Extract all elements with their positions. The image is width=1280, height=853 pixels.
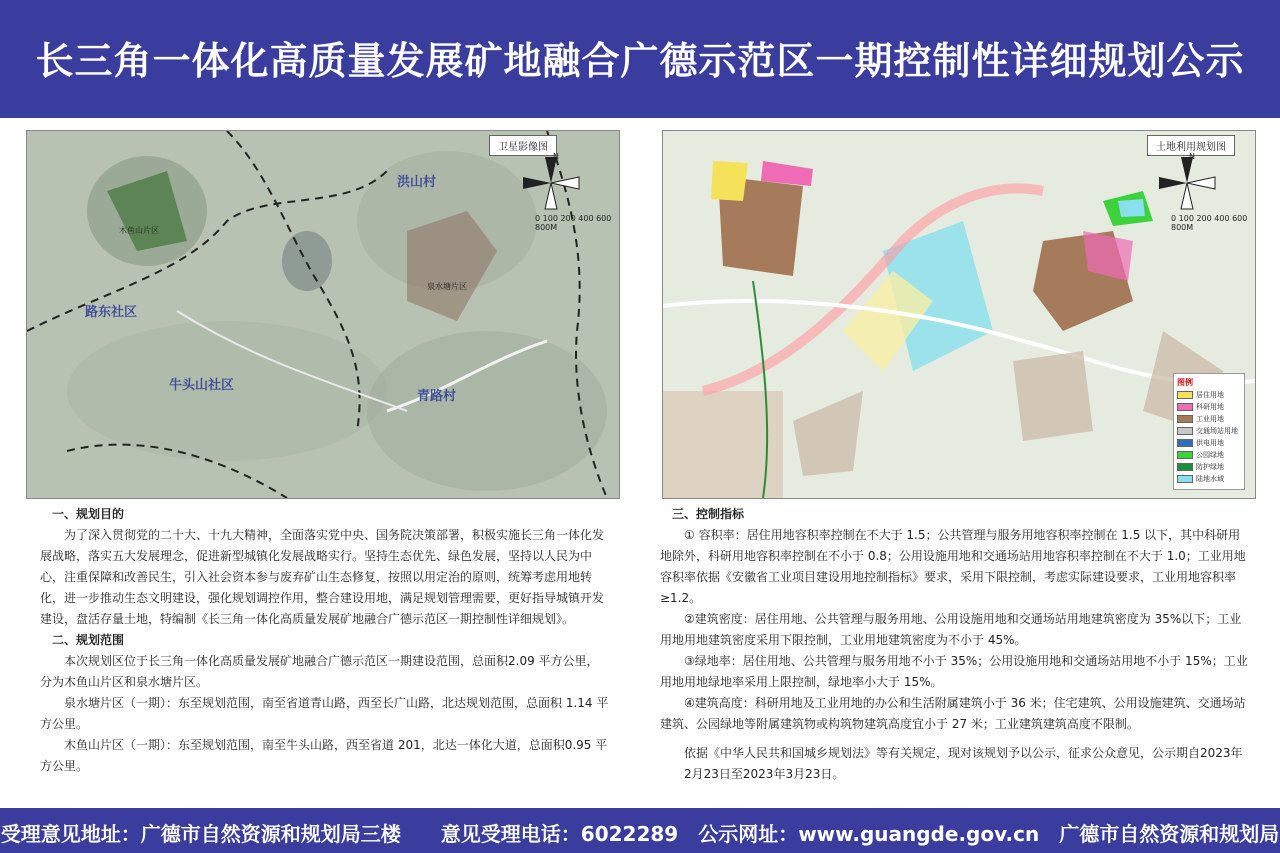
legend-item	[1177, 474, 1241, 484]
scale-bar: 0 100 200 400 600 800M	[535, 214, 612, 232]
section-scope-title: 二、规划范围	[52, 633, 125, 647]
section-purpose-title: 一、规划目的	[52, 507, 125, 521]
label-qinglu-village: 青路村	[417, 389, 457, 404]
control-green-ratio: ③绿地率：居住用地、公共管理与服务用地不小于 35%；公用设施用地和交通场站用地不小于 15%；工业用地用地绿地率采用上限控制，绿地率小大于 15%。	[660, 654, 1248, 689]
page-header	[0, 0, 1280, 118]
page-footer	[0, 808, 1280, 853]
legend-item	[1177, 426, 1241, 436]
svg-text:N: N	[1189, 153, 1195, 161]
section-scope-p2: 泉水塘片区（一期）：东至规划范围，南至省道青山路，西至长广山路，北达规划范围，总面积 1.14 平方公里。	[40, 696, 609, 731]
label-hongshan-village: 洪山村	[397, 175, 437, 190]
legend-label: 公园绿地	[1196, 451, 1224, 459]
legend-item	[1177, 450, 1241, 460]
legend-item	[1177, 414, 1241, 424]
legend-item	[1177, 462, 1241, 472]
legend-item	[1177, 438, 1241, 448]
north-arrow-icon	[1149, 153, 1239, 213]
map-legend	[1173, 373, 1245, 490]
svg-text:N: N	[553, 153, 559, 161]
label-muyushan-area: 木鱼山片区	[119, 226, 159, 235]
section-controls-title: 三、控制指标	[672, 507, 745, 521]
legend-swatch	[1177, 439, 1193, 447]
legend-item	[1177, 402, 1241, 412]
legend-swatch	[1177, 451, 1193, 459]
map-title-land-use: 土地利用规划图	[1147, 135, 1235, 156]
publicity-notice: 依据《中华人民共和国城乡规划法》等有关规定，现对该规划予以公示，征求公众意见，公示期自2023年2月23日至2023年3月23日。	[684, 746, 1243, 781]
legend-swatch	[1177, 427, 1193, 435]
right-panel	[640, 118, 1280, 808]
legend-label: 防护绿地	[1196, 463, 1224, 471]
legend-label: 科研用地	[1196, 403, 1224, 411]
legend-swatch	[1177, 463, 1193, 471]
control-height: ④建筑高度：科研用地及工业用地的办公和生活附属建筑小于 36 米；住宅建筑、公用设施建筑、交通场站建筑、公园绿地等附属建筑物或构筑物建筑高度宜小于 27 米；工业建筑建筑高度不限制。	[660, 696, 1246, 731]
legend-item	[1177, 390, 1241, 400]
legend-label: 居住用地	[1196, 391, 1224, 399]
control-density: ②建筑密度：居住用地、公共管理与服务用地、公用设施用地和交通场站用地建筑密度为 35%以下；工业用地用地建筑密度采用下限控制，工业用地建筑密度为不小于 45%。	[660, 612, 1242, 647]
legend-label: 交通场站用地	[1196, 427, 1238, 435]
control-far: ① 容积率：居住用地容积率控制在不大于 1.5；公共管理与服务用地容积率控制在 1.5 以下，其中科研用地除外，科研用地容积率控制在不小于 0.8；公用设施用地和交通场站用地容积率控制在不大于 1.0；工业用地容积率依据《安徽省工业项目建设用地控制指标》要求，采用下限控制，考虑实际建设要求，工业用地容积率≥1.2。	[660, 528, 1246, 605]
legend-swatch	[1177, 391, 1193, 399]
land-use-map	[662, 130, 1256, 499]
section-scope-p3: 木鱼山片区（一期）：东至规划范围，南至牛头山路，西至省道 201，北达一体化大道，总面积0.95 平方公里。	[40, 738, 608, 773]
legend-label: 工业用地	[1196, 415, 1224, 423]
legend-label: 陆地水域	[1196, 475, 1224, 483]
legend-swatch	[1177, 403, 1193, 411]
satellite-map	[26, 130, 620, 499]
legend-title: 图例	[1177, 378, 1193, 387]
map-title-satellite: 卫星影像图	[489, 135, 557, 156]
label-quanshuitang-area: 泉水塘片区	[427, 282, 467, 291]
section-scope-p1: 本次规划区位于长三角一体化高质量发展矿地融合广德示范区一期建设范围，总面积2.09 平方公里，分为木鱼山片区和泉水塘片区。	[40, 654, 599, 689]
right-text-block	[660, 504, 1250, 785]
label-ludong-community: 路东社区	[85, 305, 138, 320]
legend-swatch	[1177, 415, 1193, 423]
north-arrow-icon	[513, 153, 603, 213]
section-purpose-body: 为了深入贯彻党的二十大、十九大精神，全面落实党中央、国务院决策部署，积极实施长三角一体化发展战略，落实五大发展理念，促进新型城镇化发展战略实行。坚持生态优先、绿色发展，坚持以人民为中心，注重保障和改善民生，引入社会资本参与废弃矿山生态修复，按照以用定治的原则，统筹考虑用地转化，进一步推动生态文明建设，强化规划调控作用，整合建设用地，满足规划管理需要，更好指导城镇开发建设，盘活存量土地，特编制《长三角一体化高质量发展矿地融合广德示范区一期控制性详细规划》。	[40, 528, 605, 626]
left-panel	[0, 118, 640, 808]
page-title: 长三角一体化高质量发展矿地融合广德示范区一期控制性详细规划公示	[35, 39, 1245, 83]
footer-contact: 受理意见地址：广德市自然资源和规划局三楼 意见受理电话：6022289 公示网址：www.guangde.gov.cn 广德市自然资源和规划局	[0, 822, 1280, 846]
label-niutoushan-community: 牛头山社区	[169, 378, 235, 393]
left-text-block	[40, 504, 610, 777]
legend-swatch	[1177, 475, 1193, 483]
scale-bar: 0 100 200 400 600 800M	[1171, 214, 1248, 232]
legend-label: 供电用地	[1196, 439, 1224, 447]
